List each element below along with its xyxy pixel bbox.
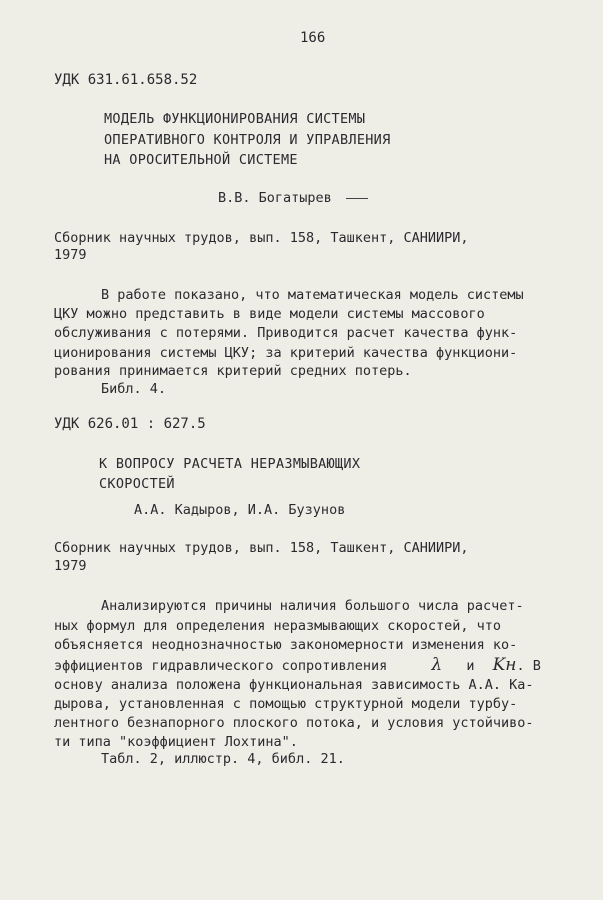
entry-authors (218, 189, 368, 207)
abstract-line: основу анализа положена функциональная зависимость А.А. Ка- (54, 677, 534, 693)
source-line: 1979 (54, 247, 87, 263)
abstract-line: Анализируются причины наличия большого числа расчет- (101, 598, 524, 614)
author-names: В.В. Богатырев (218, 190, 332, 206)
page-number: 166 (300, 30, 326, 46)
entry-title-line: К ВОПРОСУ РАСЧЕТА НЕРАЗМЫВАЮЩИХ (99, 456, 361, 472)
bibliography-note: Библ. 4. (101, 381, 167, 397)
abstract-line: ционирования системы ЦКУ; за критерий качества функциони- (54, 345, 518, 361)
entry-title-line: ОПЕРАТИВНОГО КОНТРОЛЯ И УПРАВЛЕНИЯ (104, 132, 391, 148)
entry-title-line: НА ОРОСИТЕЛЬНОЙ СИСТЕМЕ (104, 152, 298, 168)
abstract-line: рования принимается критерий средних потерь. (54, 363, 412, 379)
source-line: Сборник научных трудов, вып. 158, Ташкент, САНИИРИ, (54, 540, 469, 556)
formula-conjunction: и (466, 658, 475, 674)
abstract-line: ЦКУ можно представить в виде модели системы массового (54, 306, 485, 322)
bibliography-note: Табл. 2, иллюстр. 4, библ. 21. (101, 751, 345, 767)
abstract-line: дырова, установленная с помощью структурной модели турбу- (54, 696, 518, 712)
udk-code: УДК 626.01 : 627.5 (54, 416, 206, 432)
udk-code: УДК 631.61.658.52 (54, 72, 198, 88)
lambda-symbol: λ (431, 655, 443, 675)
formula-tail: . В (516, 658, 541, 674)
k-symbol: Kн (492, 655, 517, 675)
entry-title-line: СКОРОСТЕЙ (99, 476, 175, 492)
entry-title-line: МОДЕЛЬ ФУНКЦИОНИРОВАНИЯ СИСТЕМЫ (104, 111, 366, 127)
abstract-line: объясняется неоднозначностью закономерности изменения ко- (54, 637, 518, 653)
source-line: 1979 (54, 558, 87, 574)
abstract-line: обслуживания с потерями. Приводится расчет качества функ- (54, 325, 518, 341)
source-line: Сборник научных трудов, вып. 158, Ташкент, САНИИРИ, (54, 230, 469, 246)
abstract-line: В работе показано, что математическая модель системы (101, 287, 524, 303)
abstract-line: ных формул для определения неразмывающих скоростей, что (54, 618, 502, 634)
abstract-line: лентного безнапорного плоского потока, и условия устойчиво- (54, 715, 534, 731)
abstract-line: ти типа "коэффициент Лохтина". (54, 734, 298, 750)
entry-authors: А.А. Кадыров, И.А. Бузунов (134, 502, 346, 518)
abstract-line-with-formula (54, 656, 541, 675)
dash-mark (346, 198, 368, 199)
abstract-text: эффициентов гидравлического сопротивления (54, 658, 388, 674)
